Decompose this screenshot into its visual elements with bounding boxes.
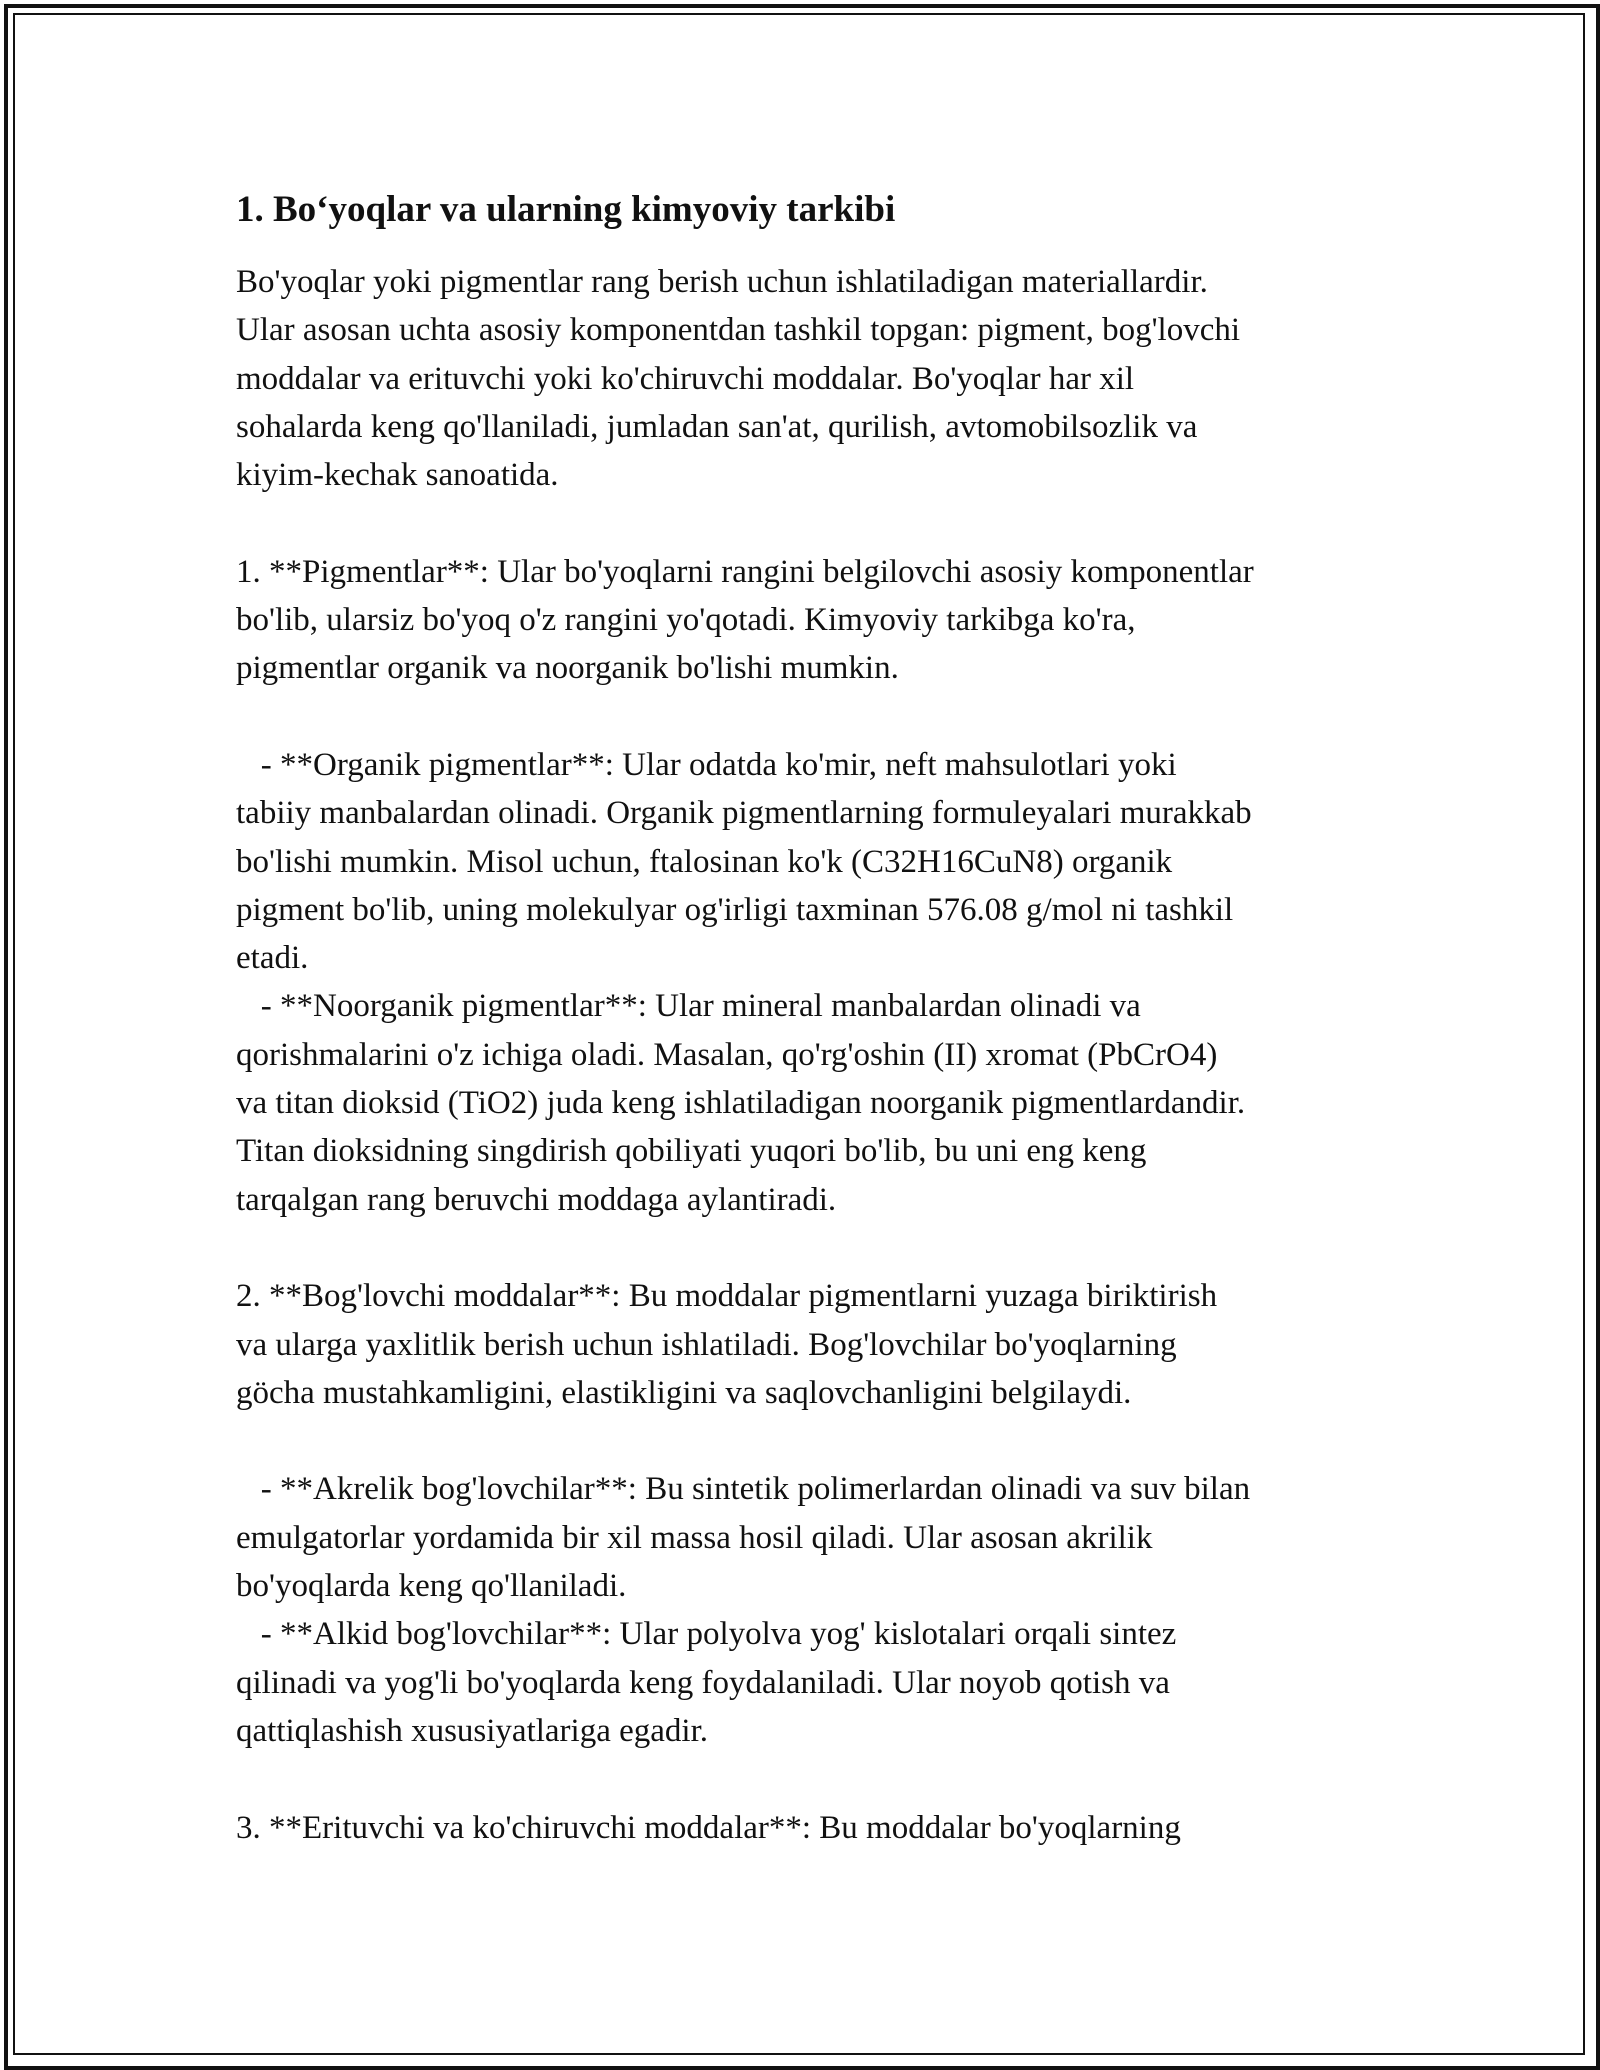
- blank-line: [236, 693, 1396, 741]
- text-line: etadi.: [236, 940, 309, 977]
- blank-line: [236, 499, 1396, 547]
- text-line: qilinadi va yog'li bo'yoqlarda keng foydalaniladi. Ular noyob qotish va: [236, 1664, 1170, 1701]
- text-line: Titan dioksidning singdirish qobiliyati yuqori bo'lib, bu uni eng keng: [236, 1133, 1147, 1170]
- text-line: qorishmalarini o'z ichiga oladi. Masalan, qo'rg'oshin (II) xromat (PbCrO4): [236, 1036, 1218, 1073]
- blank-line: [236, 1755, 1396, 1803]
- text-line: va ularga yaxlitlik berish uchun ishlatiladi. Bog'lovchilar bo'yoqlarning: [236, 1326, 1177, 1363]
- text-line: - **Alkid bog'lovchilar**: Ular polyolva yog' kislotalari orqali sintez: [236, 1616, 1177, 1653]
- text-line: 2. **Bog'lovchi moddalar**: Bu moddalar pigmentlarni yuzaga biriktirish: [236, 1278, 1218, 1315]
- text-line: pigmentlar organik va noorganik bo'lishi mumkin.: [236, 650, 899, 687]
- text-line: tabiiy manbalardan olinadi. Organik pigmentlarning formuleyalari murakkab: [236, 795, 1252, 832]
- text-line: moddalar va erituvchi yoki ko'chiruvchi moddalar. Bo'yoqlar har xil: [236, 360, 1135, 397]
- text-line: - **Organik pigmentlar**: Ular odatda ko'mir, neft mahsulotlari yoki: [236, 746, 1177, 783]
- text-line: kiyim-kechak sanoatida.: [236, 457, 559, 494]
- text-line: Bo'yoqlar yoki pigmentlar rang berish uchun ishlatiladigan materiallardir.: [236, 264, 1208, 300]
- text-line: Ular asosan uchta asosiy komponentdan tashkil topgan: pigment, bog'lovchi: [236, 312, 1241, 349]
- document-text: [236, 258, 1396, 1852]
- text-line: sohalarda keng qo'llaniladi, jumladan san'at, qurilish, avtomobilsozlik va: [236, 408, 1198, 445]
- text-line: - **Noorganik pigmentlar**: Ular mineral manbalardan olinadi va: [236, 988, 1141, 1025]
- text-line: va titan dioksid (TiO2) juda keng ishlatiladigan noorganik pigmentlardandir.: [236, 1085, 1246, 1122]
- text-line: bo'lishi mumkin. Misol uchun, ftalosinan ko'k (C32H16CuN8) organik: [236, 843, 1173, 880]
- text-line: bo'yoqlarda keng qo'llaniladi.: [236, 1568, 627, 1605]
- text-line: 1. **Pigmentlar**: Ular bo'yoqlarni rangini belgilovchi asosiy komponentlar: [236, 553, 1254, 590]
- text-line: - **Akrelik bog'lovchilar**: Bu sintetik polimerlardan olinadi va suv bilan: [236, 1471, 1251, 1508]
- text-line: emulgatorlar yordamida bir xil massa hosil qiladi. Ular asosan akrilik: [236, 1519, 1153, 1556]
- text-line: göcha mustahkamligini, elastikligini va saqlovchanligini belgilaydi.: [236, 1374, 1132, 1411]
- document-body: [236, 186, 1396, 1852]
- blank-line: [236, 1224, 1396, 1272]
- text-line: 3. **Erituvchi va ko'chiruvchi moddalar**: Bu moddalar bo'yoqlarning: [236, 1809, 1181, 1846]
- document-title: 1. Bo‘yoqlar va ularning kimyoviy tarkibi: [236, 189, 896, 230]
- text-line: bo'lib, ularsiz bo'yoq o'z rangini yo'qotadi. Kimyoviy tarkibga ko'ra,: [236, 602, 1136, 639]
- text-line: qattiqlashish xususiyatlariga egadir.: [236, 1712, 708, 1749]
- blank-line: [236, 1417, 1396, 1465]
- text-line: pigment bo'lib, uning molekulyar og'irligi taxminan 576.08 g/mol ni tashkil: [236, 891, 1234, 928]
- text-line: tarqalgan rang beruvchi moddaga aylantiradi.: [236, 1181, 837, 1218]
